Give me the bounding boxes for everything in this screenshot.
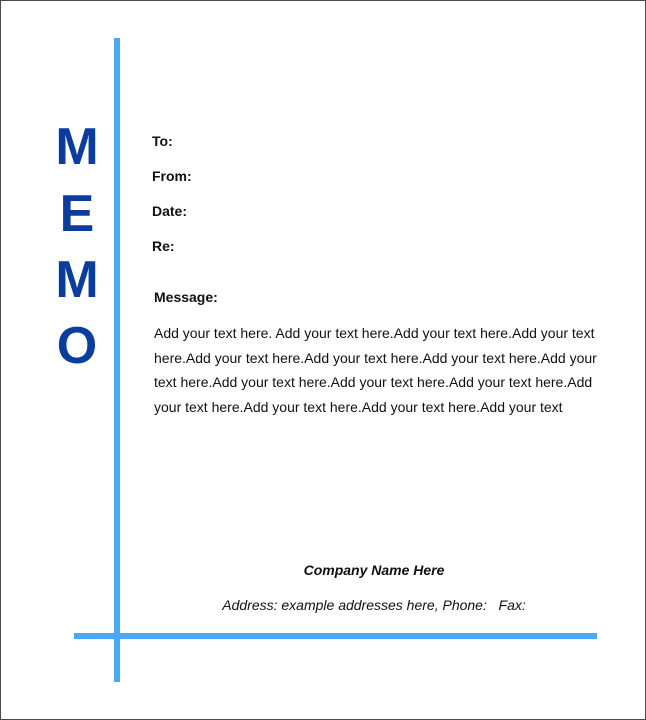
company-address: Address: example addresses here, Phone: Fax: [222, 597, 526, 613]
memo-title-letter-m: M [55, 118, 99, 176]
message-label: Message: [154, 289, 218, 305]
to-label: To: [152, 133, 173, 149]
message-body [154, 321, 602, 419]
message-line: text here.Add your text here.Add your text here.Add your text here.Add [154, 374, 593, 390]
company-name: Company Name Here [303, 562, 445, 578]
vertical-accent-rule [114, 38, 120, 682]
memo-title-letter-o: O [56, 317, 98, 375]
date-label: Date: [152, 203, 188, 219]
memo-title-letter-m2: M [55, 251, 99, 309]
re-label: Re: [152, 238, 175, 254]
from-label: From: [152, 168, 192, 184]
horizontal-accent-rule [74, 633, 597, 639]
message-line: your text here.Add your text here.Add your text here.Add your text [154, 398, 563, 415]
memo-title-letter-e: E [59, 185, 95, 243]
message-line: here.Add your text here.Add your text here.Add your text here.Add your [154, 349, 597, 366]
message-line: Add your text here. Add your text here.Add your text here.Add your text [154, 325, 595, 341]
